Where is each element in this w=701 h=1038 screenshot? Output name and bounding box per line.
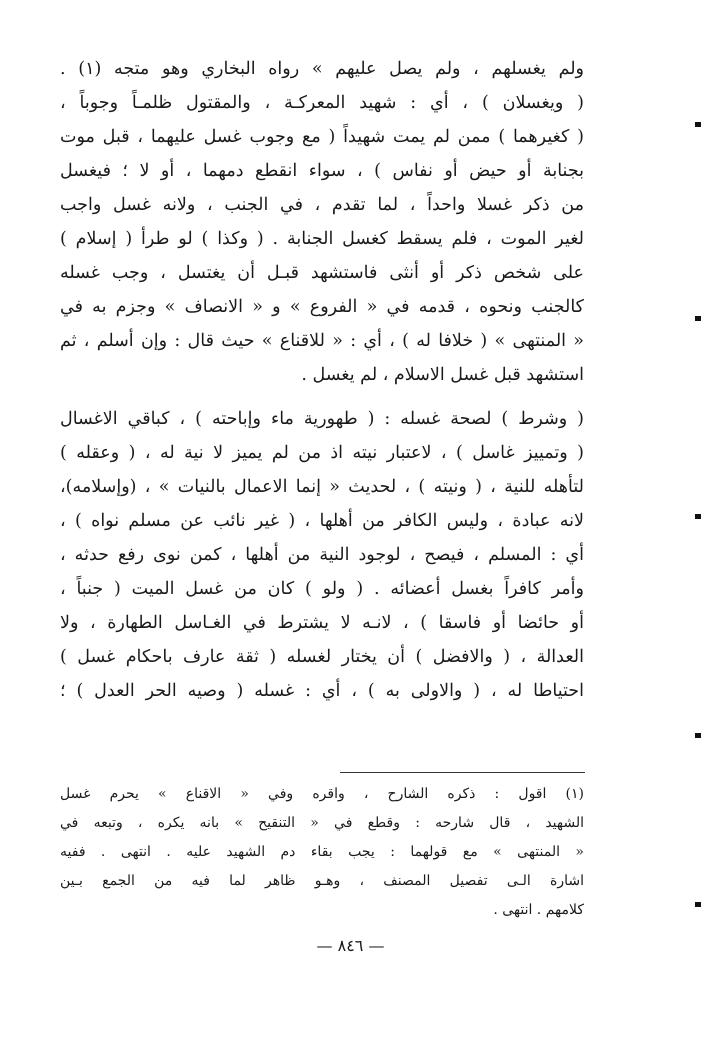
footnote-line: الشهيد ، قال شارحه : وقطع في « التنقيح » بانه يكره ، وتبعه في [60, 815, 584, 831]
edge-mark [695, 902, 701, 907]
text-line: احتياطا له ، ( والاولى به ) ، أي : غسله ( وصيه الحر العدل ) ؛ [60, 681, 584, 701]
text-line: ( وتمييز غاسل ) ، لاعتبار نيته اذ من لم يميز لا نية له ، ( وعقله ) [60, 443, 584, 463]
text-line: لتأهله للنية ، ( ونيته ) ، لحديث « إنما الاعمال بالنيات » ، (وإسلامه)، [60, 477, 584, 497]
text-line: أو حائضا أو فاسقا ) ، لانـه لا يشترط في الغـاسل الطهارة ، ولا [60, 613, 584, 633]
text-line: وأمر كافراً بغسل أعضائه . ( ولو ) كان من غسل الميت ( جنباً ، [60, 579, 584, 599]
edge-mark [695, 122, 701, 127]
text-line: ( وشرط ) لصحة غسله : ( طهورية ماء وإباحته ) ، كباقي الاغسال [60, 409, 584, 429]
text-line: « المنتهى » ( خلافا له ) ، أي : « للاقناع » حيث قال : وإن أسلم ، ثم [60, 331, 584, 351]
text-line: العدالة ، ( والافضل ) أن يختار لغسله ( ثقة عارف باحكام غسل ) [60, 647, 584, 667]
text-line: أي : المسلم ، فيصح ، لوجود النية من أهلها ، كمن نوى رفع حدثه ، [60, 545, 584, 565]
footnote-line: كلامهم . انتهى . [493, 902, 584, 918]
text-line: استشهد قبل غسل الاسلام ، لم يغسل . [301, 365, 584, 385]
text-line: بجنابة أو حيض أو نفاس ) ، سواء انقطع دمهما ، أو لا ؛ فيغسل [60, 161, 584, 181]
footnote [60, 780, 584, 925]
text-line: ( كغيرهما ) ممن لم يمت شهيداً ( مع وجوب غسل عليهما ، قبل موت [60, 127, 584, 147]
main-text [60, 52, 584, 708]
text-line: ولم يغسلهم ، ولم يصل عليهم » رواه البخاري وهو متجه (١) . [60, 59, 584, 79]
footnote-line: اشارة الـى تفصيل المصنف ، وهـو ظاهر لما فيه من الجمع بـين [60, 873, 584, 889]
text-line: على شخص ذكر أو أنثى فاستشهد قبـل أن يغتسل ، وجب غسله [60, 263, 584, 283]
text-line: من ذكر غسلا واحداً ، لما تقدم ، في الجنب ، ولانه غسل واجب [60, 195, 584, 215]
text-line: كالجنب ونحوه ، قدمه في « الفروع » و « الانصاف » وجزم به في [60, 297, 584, 317]
edge-mark [695, 514, 701, 519]
text-line: ( ويغسلان ) ، أي : شهيد المعركـة ، والمقتول ظلمـاً وجوباً ، [60, 93, 584, 113]
page-number: — ٨٤٦ — [316, 936, 385, 955]
edge-mark [695, 733, 701, 738]
text-line: لغير الموت ، فلم يسقط كغسل الجنابة . ( وكذا ) لو طرأ ( إسلام ) [60, 229, 584, 249]
footnote-line: (١) اقول : ذكره الشارح ، واقره وفي « الاقناع » يحرم غسل [60, 786, 584, 802]
text-line: لانه عبادة ، وليس الكافر من أهلها ، ( غير نائب عن مسلم نواه ) ، [60, 511, 584, 531]
edge-mark [695, 316, 701, 321]
footnote-line: « المنتهى » مع قولهما : يجب بقاء دم الشهيد عليه . انتهى . ففيه [60, 844, 584, 860]
footnote-divider [340, 772, 585, 773]
